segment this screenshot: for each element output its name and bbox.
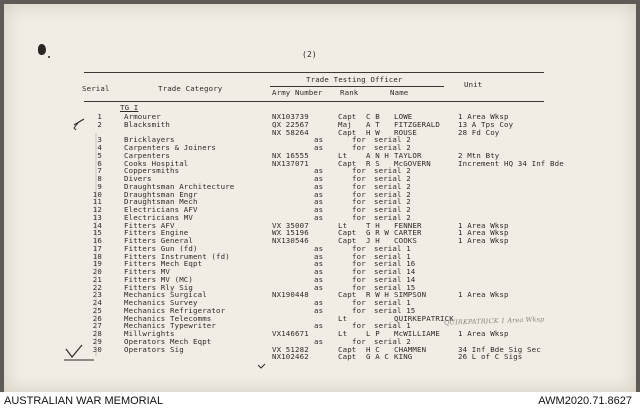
cell-name: COOKS	[394, 236, 417, 245]
cell-army: NX103739	[272, 112, 309, 121]
cell-init: for	[352, 189, 366, 199]
cell-unit: 1 Area Wksp	[458, 236, 509, 245]
cell-trade: Fitters AFV	[124, 220, 175, 230]
cell-serial: 30	[92, 344, 102, 354]
cell-serial: 1	[97, 112, 102, 121]
header-unit: Unit	[464, 80, 483, 89]
cell-rank: as	[314, 274, 324, 284]
cell-trade: Fitters MV (MC)	[124, 274, 193, 284]
header-bottom-rule	[84, 101, 544, 102]
cell-name: serial 2	[374, 189, 411, 199]
cell-rank: Lt	[338, 313, 348, 323]
cell-rank: as	[314, 267, 324, 276]
group-label: TG I	[120, 103, 139, 112]
cell-rank: as	[314, 205, 324, 214]
cell-trade: Fitters Mech Eqpt	[124, 259, 203, 269]
cell-rank: Capt	[338, 290, 357, 300]
footer-accession-number: AWM2020.71.8627	[538, 395, 632, 407]
cell-unit: 1 Area Wksp	[458, 112, 509, 121]
cell-army: NX130546	[272, 236, 309, 245]
cell-rank: as	[314, 135, 324, 145]
page-number: (2)	[302, 50, 317, 59]
cell-rank: as	[314, 305, 324, 315]
cell-init: for	[352, 251, 366, 261]
cell-serial: 28	[92, 329, 102, 338]
cell-unit: 28 Fd Coy	[458, 127, 500, 137]
cell-army: QX 22567	[272, 119, 309, 129]
cell-init: for	[352, 166, 366, 176]
cell-unit: 1 Area Wksp	[458, 290, 509, 300]
cell-init: for	[352, 135, 366, 145]
cell-init: for	[352, 205, 366, 214]
cell-rank: as	[314, 321, 324, 331]
header-army-number: Army Number	[272, 88, 323, 97]
cell-rank: as	[314, 212, 324, 222]
cell-name: serial 14	[374, 274, 416, 284]
cell-trade: Millwrights	[124, 329, 175, 338]
cell-trade: Draughtsman Engr	[124, 189, 198, 199]
cell-name: serial 2	[374, 197, 411, 207]
cell-serial: 8	[97, 174, 102, 183]
cell-army: NX102462	[272, 352, 309, 362]
tick-mark-2	[74, 123, 78, 130]
header-rank: Rank	[340, 88, 359, 97]
cell-army: NX 58264	[272, 127, 309, 137]
cell-unit: 26 L of C Sigs	[458, 352, 523, 362]
cell-trade: Fitters General	[124, 236, 193, 245]
cell-unit: 1 Area Wksp	[458, 220, 509, 230]
cell-name: FITZGERALD	[394, 119, 440, 129]
cell-unit: 13 A Tps Coy	[458, 119, 514, 129]
cell-trade: Operators Mech Eqpt	[124, 336, 212, 346]
cell-rank: Capt	[338, 158, 357, 168]
cell-name: CHAMMEN	[394, 344, 427, 354]
cell-init: for	[352, 259, 366, 269]
cell-name: serial 2	[374, 174, 411, 183]
cell-army: VX146671	[272, 329, 309, 338]
cell-serial: 14	[92, 220, 102, 230]
cell-trade: Armourer	[124, 112, 161, 121]
cell-trade: Draughtsman Architecture	[124, 181, 235, 191]
cell-name: serial 2	[374, 336, 411, 346]
cell-init: for	[352, 321, 366, 331]
cell-serial: 18	[92, 251, 102, 261]
cell-serial: 29	[92, 336, 102, 346]
cell-unit: Increment HQ 34 Inf Bde	[458, 158, 564, 168]
cell-trade: Carpenters	[124, 150, 170, 160]
cell-trade: Electricians MV	[124, 212, 193, 222]
cell-init: for	[352, 336, 366, 346]
cell-serial: 17	[92, 243, 102, 253]
cell-trade: Divers	[124, 174, 152, 183]
cell-army: VX 35007	[272, 220, 309, 230]
ink-check-mark	[258, 364, 265, 368]
officer-header-rule	[270, 86, 444, 87]
cell-rank: Lt	[338, 220, 348, 230]
cell-rank: as	[314, 166, 324, 176]
cell-rank: as	[314, 259, 324, 269]
cell-name: McGOVERN	[394, 158, 431, 168]
cell-serial: 11	[92, 197, 102, 207]
cell-name: serial 1	[374, 243, 411, 253]
cell-name: serial 2	[374, 166, 411, 176]
cell-trade: Mechanics Typewriter	[124, 321, 216, 331]
cell-trade: Mechanics Survey	[124, 298, 198, 307]
cell-serial: 3	[97, 135, 102, 145]
cell-init: for	[352, 274, 366, 284]
cell-trade: Fitters Instrument (fd)	[124, 251, 230, 261]
cell-name: serial 1	[374, 251, 411, 261]
cell-name: serial 2	[374, 143, 411, 152]
cell-name: serial 2	[374, 135, 411, 145]
header-top-rule	[84, 72, 544, 73]
cell-name: ROUSE	[394, 127, 417, 137]
footer-institution: AUSTRALIAN WAR MEMORIAL	[4, 395, 164, 407]
cell-serial: 26	[92, 313, 102, 323]
cell-army: WX 15196	[272, 228, 309, 238]
cell-init: for	[352, 267, 366, 276]
cell-army: NX190448	[272, 290, 309, 300]
cell-init: G A C	[366, 352, 389, 362]
cell-init: for	[352, 298, 366, 307]
cell-trade: Carpenters & Joiners	[124, 143, 216, 152]
cell-name: QUIRKEPATRICK	[394, 313, 454, 323]
cell-init: G R W	[366, 228, 389, 238]
cell-name: LOWE	[394, 112, 413, 121]
cell-trade: Coppersmiths	[124, 166, 180, 176]
cell-trade: Fitters Engine	[124, 228, 189, 238]
cell-trade: Fitters MV	[124, 267, 170, 276]
cell-unit: 1 Area Wksp	[458, 228, 509, 238]
cell-rank: Lt	[338, 329, 348, 338]
cell-trade: Cooks Hospital	[124, 158, 189, 168]
cell-init: A N H	[366, 150, 389, 160]
cell-name: serial 1	[374, 298, 411, 307]
cell-trade: Fitters Rly Sig	[124, 282, 193, 292]
cell-army: VX 51282	[272, 344, 309, 354]
handwritten-note: QUIRKPATRICK 1 Area Wksp	[443, 315, 545, 327]
header-trade-testing-officer: Trade Testing Officer	[306, 75, 403, 84]
document-page	[4, 4, 636, 392]
cell-name: serial 15	[374, 282, 416, 292]
cell-rank: as	[314, 174, 324, 183]
cell-name: FENNER	[394, 220, 422, 230]
cell-rank: as	[314, 197, 324, 207]
cell-serial: 12	[92, 205, 102, 214]
cell-trade: Electricians AFV	[124, 205, 198, 214]
cell-name: serial 2	[374, 212, 411, 222]
cell-rank: Maj	[338, 119, 352, 129]
cell-serial: 6	[97, 158, 102, 168]
cell-serial: 24	[92, 298, 102, 307]
cell-trade: Operators Sig	[124, 344, 184, 354]
cell-rank: as	[314, 251, 324, 261]
cell-init: H C	[366, 344, 380, 354]
cell-init: H W	[366, 127, 380, 137]
cell-serial: 7	[97, 166, 102, 176]
tick-mark-3	[66, 345, 82, 357]
cell-init: for	[352, 143, 366, 152]
cell-name: serial 2	[374, 205, 411, 214]
header-serial: Serial	[82, 84, 110, 93]
cell-serial: 4	[97, 143, 102, 152]
cell-init: A T	[366, 119, 380, 129]
cell-serial: 2	[97, 119, 102, 129]
cell-init: for	[352, 212, 366, 222]
cell-trade: Blacksmith	[124, 119, 170, 129]
cell-name: CARTER	[394, 228, 422, 238]
cell-serial: 19	[92, 259, 102, 269]
cell-name: serial 2	[374, 181, 411, 191]
cell-init: C B	[366, 112, 380, 121]
cell-serial: 20	[92, 267, 102, 276]
cell-trade: Bricklayers	[124, 135, 175, 145]
header-trade-category: Trade Category	[158, 84, 223, 93]
cell-trade: Fitters Gun (fd)	[124, 243, 198, 253]
cell-rank: Capt	[338, 344, 357, 354]
cell-name: KING	[394, 352, 413, 362]
cell-rank: Lt	[338, 150, 348, 160]
ink-speck	[48, 56, 50, 58]
cell-rank: Capt	[338, 127, 357, 137]
cell-name: serial 15	[374, 305, 416, 315]
cell-name: McWILLIAME	[394, 329, 440, 338]
cell-trade: Draughtsman Mech	[124, 197, 198, 207]
header-name: Name	[390, 88, 409, 97]
cell-init: R W H	[366, 290, 389, 300]
cell-army: NX 16555	[272, 150, 309, 160]
cell-rank: as	[314, 143, 324, 152]
cell-init: for	[352, 197, 366, 207]
cell-init: L P	[366, 329, 380, 338]
cell-init: for	[352, 174, 366, 183]
cell-trade: Mechanics Telecomms	[124, 313, 212, 323]
cell-init: for	[352, 243, 366, 253]
cell-name: serial 16	[374, 259, 416, 269]
cell-name: TAYLOR	[394, 150, 422, 160]
cell-rank: as	[314, 189, 324, 199]
cell-serial: 15	[92, 228, 102, 238]
cell-rank: as	[314, 243, 324, 253]
cell-serial: 21	[92, 274, 102, 284]
cell-serial: 16	[92, 236, 102, 245]
archive-footer	[0, 392, 640, 410]
cell-init: for	[352, 181, 366, 191]
cell-unit: 34 Inf Bde Sig Sec	[458, 344, 541, 354]
cell-init: for	[352, 305, 366, 315]
cell-name: serial 1	[374, 321, 411, 331]
cell-name: SIMPSON	[394, 290, 427, 300]
cell-serial: 13	[92, 212, 102, 222]
cell-rank: as	[314, 336, 324, 346]
cell-unit: 1 Area Wksp	[458, 329, 509, 338]
cell-serial: 27	[92, 321, 102, 331]
cell-trade: Mechanics Surgical	[124, 290, 207, 300]
cell-serial: 23	[92, 290, 102, 300]
cell-rank: Capt	[338, 228, 357, 238]
cell-name: serial 14	[374, 267, 416, 276]
cell-rank: as	[314, 181, 324, 191]
cell-init: T H	[366, 220, 380, 230]
cell-serial: 10	[92, 189, 102, 199]
cell-army: NX137071	[272, 158, 309, 168]
cell-rank: as	[314, 298, 324, 307]
cell-init: R S	[366, 158, 380, 168]
cell-rank: Capt	[338, 112, 357, 121]
cell-unit: 2 Mtn Bty	[458, 150, 500, 160]
cell-trade: Mechanics Refrigerator	[124, 305, 226, 315]
cell-serial: 25	[92, 305, 102, 315]
tick-mark-1	[74, 119, 84, 125]
cell-rank: Capt	[338, 352, 357, 362]
cell-init: J H	[366, 236, 380, 245]
cell-serial: 22	[92, 282, 102, 292]
cell-serial: 9	[97, 181, 102, 191]
punch-hole-mark	[38, 44, 46, 55]
cell-serial: 5	[97, 150, 102, 160]
cell-rank: Capt	[338, 236, 357, 245]
cell-rank: as	[314, 282, 324, 292]
cell-init: for	[352, 282, 366, 292]
